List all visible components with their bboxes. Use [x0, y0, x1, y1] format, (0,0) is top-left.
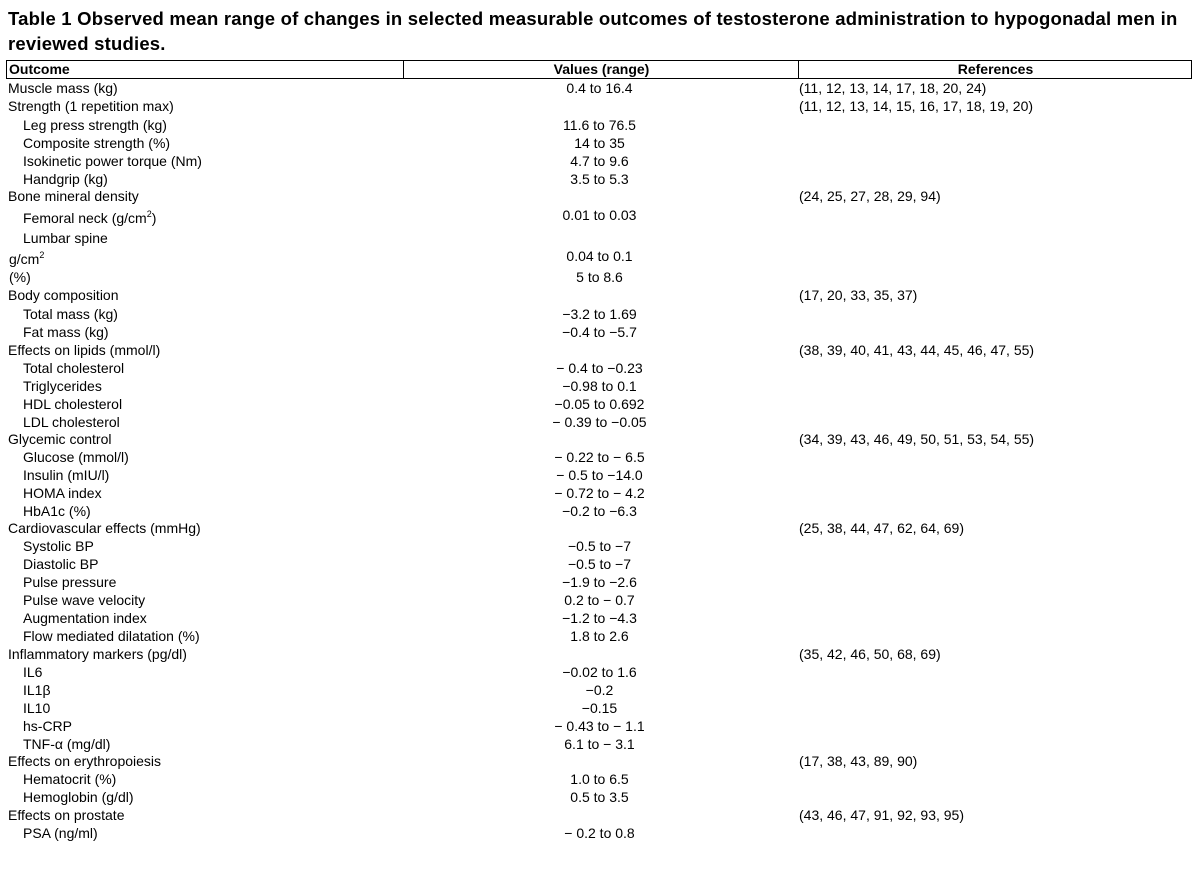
- cell-outcome: Femoral neck $(g/cm^2)$: [23, 209, 157, 226]
- cell-value: 3.5 to 5.3: [570, 171, 629, 187]
- cell-outcome: Hemoglobin (g/dl): [23, 789, 134, 805]
- cell-value: 4.7 to 9.6: [570, 153, 629, 169]
- header-references: References: [798, 61, 1192, 78]
- cell-references: (38, 39, 40, 41, 43, 44, 45, 46, 47, 55): [799, 342, 1035, 358]
- table-row: [0, 502, 1200, 520]
- cell-value: 11.6 to 76.5: [563, 117, 636, 133]
- table-row: [0, 466, 1200, 484]
- cell-value: − 0.39 to −0.05: [552, 414, 647, 430]
- table-row: [0, 229, 1200, 247]
- cell-outcome: Body composition: [8, 287, 119, 303]
- table-row: [0, 717, 1200, 735]
- cell-value: −0.5 to −7: [567, 556, 632, 572]
- table-row: [0, 519, 1200, 537]
- cell-outcome: IL10: [23, 700, 51, 716]
- table-row: [0, 806, 1200, 824]
- table-row: [0, 645, 1200, 663]
- table-row: [0, 627, 1200, 645]
- cell-references: (11, 12, 13, 14, 17, 18, 20, 24): [799, 80, 987, 96]
- table-row: [0, 735, 1200, 753]
- cell-outcome: Total mass (kg): [23, 306, 118, 322]
- cell-value: 0.4 to 16.4: [566, 80, 633, 96]
- cell-outcome: Insulin (mIU/l): [23, 467, 110, 483]
- cell-outcome: Handgrip (kg): [23, 171, 108, 187]
- table-row: [0, 591, 1200, 609]
- cell-outcome: Glucose (mmol/l): [23, 449, 129, 465]
- table-row: [0, 116, 1200, 134]
- cell-references: (43, 46, 47, 91, 92, 93, 95): [799, 807, 965, 823]
- table-row: [0, 359, 1200, 377]
- table-row: [0, 341, 1200, 359]
- cell-outcome: Pulse pressure: [23, 574, 117, 590]
- cell-outcome: $g/cm^2$: [9, 250, 45, 267]
- cell-outcome: Effects on prostate: [8, 807, 125, 823]
- table-row: [0, 555, 1200, 573]
- cell-value: −0.15: [581, 700, 618, 716]
- table-row: [0, 430, 1200, 448]
- cell-references: (17, 20, 33, 35, 37): [799, 287, 918, 303]
- cell-outcome: HDL cholesterol: [23, 396, 123, 412]
- cell-value: 0.04 to 0.1: [566, 248, 633, 264]
- cell-outcome: Muscle mass (kg): [8, 80, 118, 96]
- cell-outcome: Pulse wave velocity: [23, 592, 146, 608]
- cell-value: 5 to 8.6: [576, 269, 623, 285]
- table-row: [0, 537, 1200, 555]
- table-row: [0, 79, 1200, 97]
- cell-value: − 0.2 to 0.8: [564, 825, 635, 841]
- table-row: [0, 609, 1200, 627]
- cell-outcome: IL6: [23, 664, 43, 680]
- cell-value: 0.2 to − 0.7: [564, 592, 635, 608]
- cell-outcome: Flow mediated dilatation (%): [23, 628, 200, 644]
- cell-outcome: Augmentation index: [23, 610, 147, 626]
- table-row: [0, 699, 1200, 717]
- table-row: [0, 681, 1200, 699]
- cell-outcome: Bone mineral density: [8, 188, 139, 204]
- cell-outcome: IL1β: [23, 682, 51, 698]
- cell-value: −0.2 to −6.3: [562, 503, 637, 519]
- table-row: [0, 170, 1200, 188]
- table-row: [0, 788, 1200, 806]
- cell-value: − 0.72 to − 4.2: [554, 485, 645, 501]
- cell-outcome: hs-CRP: [23, 718, 73, 734]
- cell-references: (11, 12, 13, 14, 15, 16, 17, 18, 19, 20): [799, 98, 1034, 114]
- cell-outcome: PSA (ng/ml): [23, 825, 98, 841]
- cell-value: 6.1 to − 3.1: [564, 736, 635, 752]
- table-row: [0, 377, 1200, 395]
- header-outcome: Outcome: [9, 61, 70, 77]
- cell-outcome: Cardiovascular effects (mmHg): [8, 520, 201, 536]
- cell-outcome: HOMA index: [23, 485, 102, 501]
- cell-outcome: Inflammatory markers (pg/dl): [8, 646, 187, 662]
- table-header: [6, 60, 1192, 79]
- cell-outcome: Glycemic control: [8, 431, 112, 447]
- cell-value: −0.02 to 1.6: [562, 664, 637, 680]
- cell-outcome: LDL cholesterol: [23, 414, 120, 430]
- table-row: [0, 286, 1200, 304]
- cell-value: − 0.4 to −0.23: [556, 360, 643, 376]
- cell-value: 0.5 to 3.5: [570, 789, 629, 805]
- table-row: [0, 97, 1200, 115]
- cell-value: −0.05 to 0.692: [554, 396, 645, 412]
- cell-outcome: Systolic BP: [23, 538, 94, 554]
- cell-outcome: Leg press strength (kg): [23, 117, 167, 133]
- table-row: [0, 770, 1200, 788]
- cell-value: −0.5 to −7: [567, 538, 632, 554]
- table-title: Table 1 Observed mean range of changes in selected measurable outcomes of testosterone administration to hypogonadal men in reviewed studies.: [8, 8, 1178, 54]
- table-row: [0, 824, 1200, 842]
- cell-value: − 0.22 to − 6.5: [554, 449, 645, 465]
- cell-outcome: Triglycerides: [23, 378, 102, 394]
- table-row: [0, 323, 1200, 341]
- cell-value: −1.9 to −2.6: [562, 574, 637, 590]
- table-row: [0, 152, 1200, 170]
- table-row: [0, 573, 1200, 591]
- table-row: [0, 305, 1200, 323]
- cell-value: −3.2 to 1.69: [562, 306, 637, 322]
- table-row: [0, 663, 1200, 681]
- cell-outcome: Hematocrit (%): [23, 771, 117, 787]
- table-row: [0, 206, 1200, 224]
- cell-outcome: TNF-α (mg/dl): [23, 736, 111, 752]
- cell-outcome: Fat mass (kg): [23, 324, 109, 340]
- cell-value: −0.98 to 0.1: [562, 378, 637, 394]
- cell-value: − 0.5 to −14.0: [556, 467, 643, 483]
- cell-outcome: Effects on erythropoiesis: [8, 753, 162, 769]
- table-row: [0, 187, 1200, 205]
- cell-outcome: HbA1c (%): [23, 503, 91, 519]
- cell-outcome: Isokinetic power torque (Nm): [23, 153, 202, 169]
- cell-outcome: Strength (1 repetition max): [8, 98, 174, 114]
- table-row: [0, 752, 1200, 770]
- cell-value: − 0.43 to − 1.1: [554, 718, 645, 734]
- cell-value: −1.2 to −4.3: [562, 610, 637, 626]
- cell-value: 1.0 to 6.5: [570, 771, 629, 787]
- cell-outcome: (%): [9, 269, 31, 285]
- cell-references: (35, 42, 46, 50, 68, 69): [799, 646, 941, 662]
- cell-value: 0.01 to 0.03: [562, 207, 637, 223]
- table-row: [0, 448, 1200, 466]
- cell-references: (24, 25, 27, 28, 29, 94): [799, 188, 941, 204]
- table-row: [0, 413, 1200, 431]
- table-row: [0, 247, 1200, 265]
- cell-value: 1.8 to 2.6: [570, 628, 629, 644]
- cell-outcome: Diastolic BP: [23, 556, 99, 572]
- cell-outcome: Effects on lipids (mmol/l): [8, 342, 161, 358]
- cell-references: (34, 39, 43, 46, 49, 50, 51, 53, 54, 55): [799, 431, 1035, 447]
- cell-outcome: Total cholesterol: [23, 360, 125, 376]
- cell-outcome: Lumbar spine: [23, 230, 108, 246]
- table-row: [0, 484, 1200, 502]
- table-row: [0, 395, 1200, 413]
- cell-value: −0.4 to −5.7: [562, 324, 637, 340]
- cell-references: (17, 38, 43, 89, 90): [799, 753, 918, 769]
- header-values: Values (range): [403, 61, 799, 78]
- cell-value: 14 to 35: [574, 135, 625, 151]
- cell-outcome: Composite strength (%): [23, 135, 171, 151]
- cell-value: −0.2: [585, 682, 614, 698]
- table-row: [0, 268, 1200, 286]
- cell-references: (25, 38, 44, 47, 62, 64, 69): [799, 520, 965, 536]
- table-row: [0, 134, 1200, 152]
